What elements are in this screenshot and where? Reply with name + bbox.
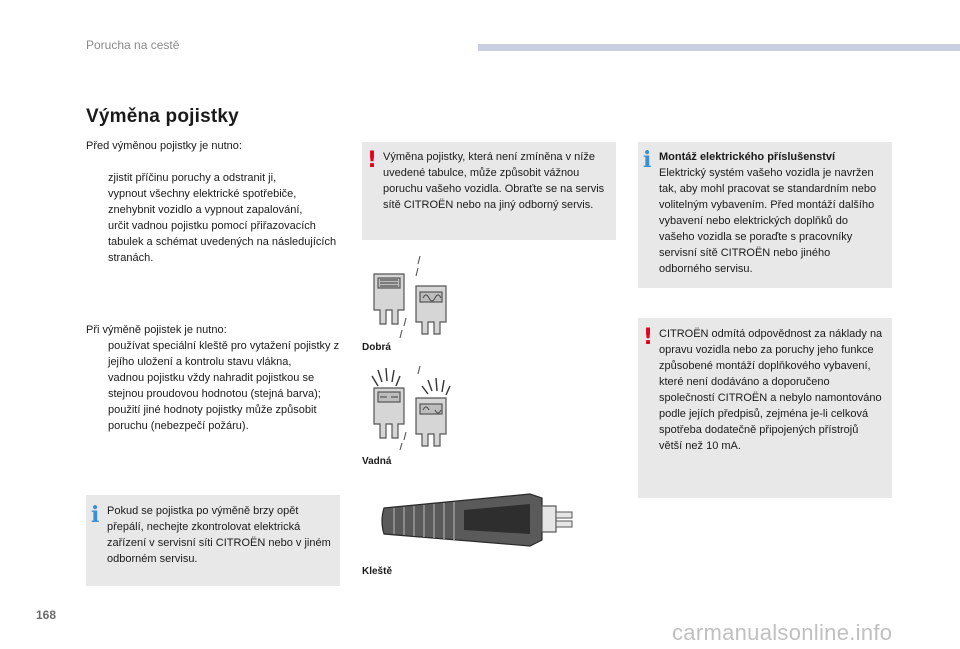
- info-icon: i: [643, 147, 652, 173]
- info-box: [638, 142, 892, 288]
- warning-box: [362, 142, 616, 240]
- tongs-label: Kleště: [362, 566, 393, 577]
- list-item-text: vadnou pojistku vždy nahradit pojistkou se stejnou proudovou hodnotou (stejná barva); použití jiné hodnoty pojistky může způsobit poruchu (nebezpečí požáru).: [108, 372, 321, 432]
- info-title: Montáž elektrického příslušenství: [659, 151, 836, 163]
- section-title: Porucha na cestě: [86, 38, 180, 52]
- list-item-text: používat speciální kleště pro vytažení pojistky z jejího uložení a kontrolu stavu vlákna,: [108, 340, 340, 368]
- page-title: Výměna pojistky: [86, 106, 239, 127]
- list-item-text: zjistit příčinu poruchy a odstranit ji,: [108, 172, 277, 184]
- list-item-text: znehybnit vozidlo a vypnout zapalování,: [108, 204, 303, 216]
- tip-text: Pokud se pojistka po výměně brzy opět přepálí, nechejte zkontrolovat elektrická zařízení v servisní síti CITROËN nebo v jiném odborném servisu.: [107, 505, 331, 565]
- steps2-list: [86, 338, 348, 434]
- watermark: carmanualsonline.info: [672, 620, 893, 645]
- list-item: [86, 218, 346, 266]
- intro-text: Před výměnou pojistky je nutno:: [86, 140, 242, 152]
- info-icon: i: [91, 502, 100, 528]
- warning-box-2: [638, 318, 892, 498]
- list-item-text: určit vadnou pojistku pomocí přiřazovacích tabulek a schémat uvedených na následujících stranách.: [108, 220, 337, 264]
- steps-list: [86, 170, 346, 266]
- list-item: [86, 170, 346, 186]
- exclamation-icon: !: [643, 325, 654, 350]
- list-item: [86, 370, 348, 434]
- tip-box: [86, 495, 340, 586]
- page-number: 168: [36, 608, 57, 622]
- fuse-tongs-illustration: [380, 488, 590, 554]
- list-item: [86, 202, 346, 218]
- info-box-text: [659, 149, 884, 277]
- exclamation-icon: !: [367, 148, 378, 173]
- info-body: Elektrický systém vašeho vozidla je navržen tak, aby mohl pracovat se standardním nebo volitelným vybavením. Před montáží dalšího vybavení nebo elektrických doplňků do vašeho vozidla se poraďte s pracovníky servisní sítě CITROËN nebo jiného odborného servisu.: [659, 167, 877, 275]
- fuse-blown-illustration: [360, 364, 460, 450]
- fuse-good-illustration: [360, 254, 460, 338]
- list-item: [86, 338, 348, 370]
- header-bar: [478, 44, 960, 51]
- warning-text-2: CITROËN odmítá odpovědnost za náklady na opravu vozidla nebo za poruchy jeho funkce způsobené montáží doplňkového vybavení, které není dodáváno a doporučeno společností CITROËN a nebylo namontováno podle jejích předpisů, zejména je-li celková spotřeba dodatečně připojených přístrojů větší než 10 mA.: [659, 328, 883, 452]
- intro2-text: Při výměně pojistek je nutno:: [86, 324, 227, 336]
- good-fuse-label: Dobrá: [362, 342, 391, 353]
- warning-text: Výměna pojistky, která není zmíněna v níže uvedené tabulce, může způsobit vážnou poruchu vašeho vozidla. Obraťte se na servis sítě CITROËN nebo na jiný odborný servis.: [383, 151, 605, 211]
- list-item-text: vypnout všechny elektrické spotřebiče,: [108, 188, 297, 200]
- list-item: [86, 186, 346, 202]
- blown-fuse-label: Vadná: [362, 456, 392, 467]
